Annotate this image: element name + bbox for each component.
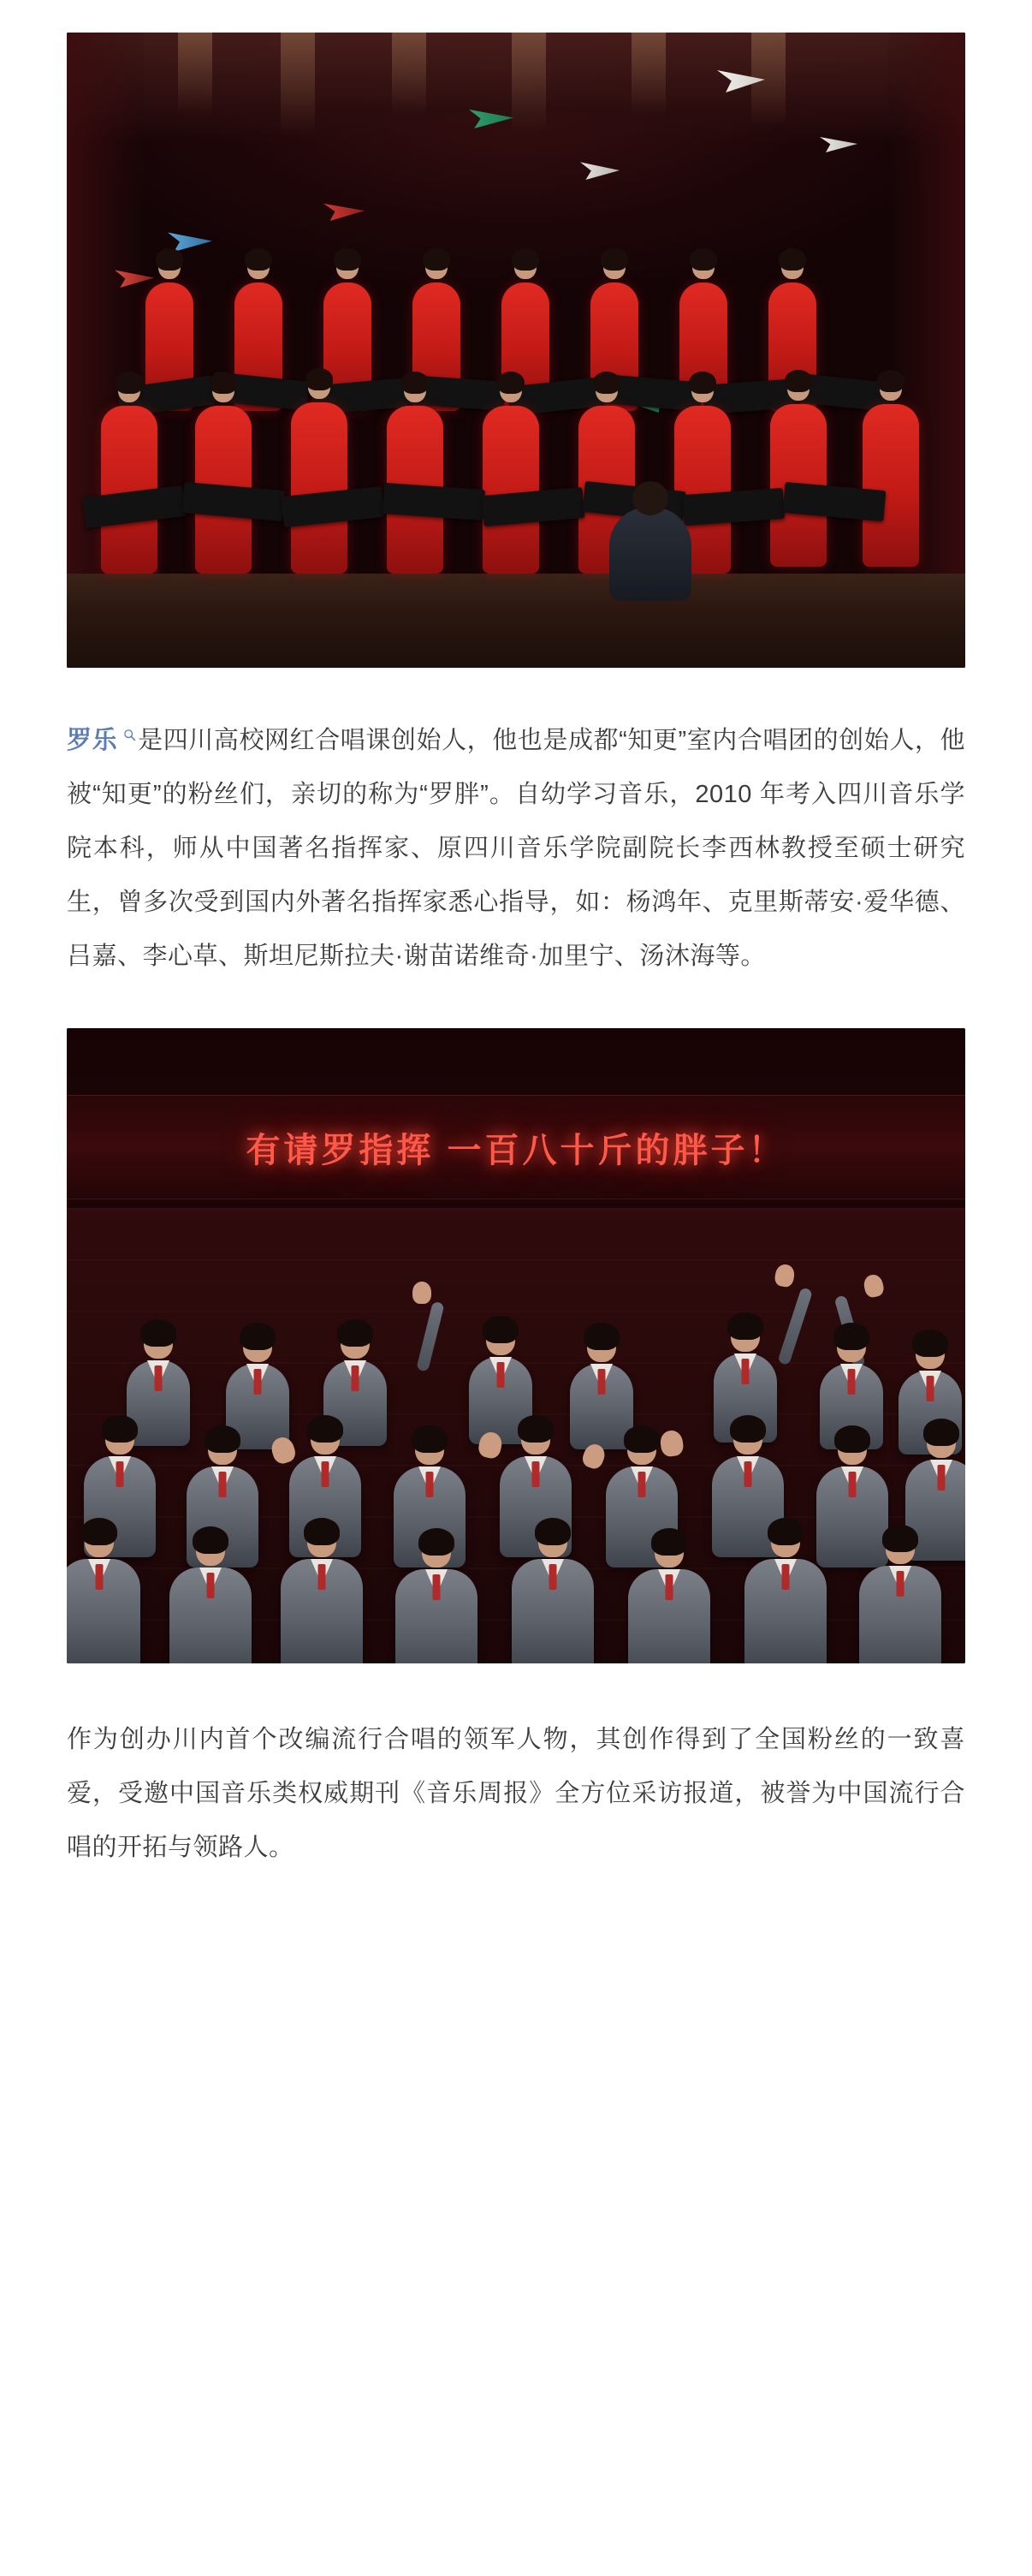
light-beam [281, 33, 315, 135]
person-name-text: 罗乐 [67, 727, 118, 754]
necktie [352, 1365, 359, 1391]
light-beam [178, 33, 212, 115]
paragraph-achievements [67, 1713, 965, 1875]
necktie [497, 1362, 505, 1388]
light-beam [392, 33, 426, 115]
choir-member [483, 406, 539, 574]
led-screen [67, 1095, 965, 1199]
audience-member [628, 1569, 710, 1663]
necktie [598, 1369, 606, 1395]
necktie [426, 1472, 434, 1497]
choir-member [291, 402, 347, 574]
concert-photo-led-banner [67, 1028, 965, 1663]
conductor [609, 507, 691, 601]
necktie [96, 1564, 104, 1590]
search-icon [123, 729, 136, 741]
audience-member [281, 1559, 363, 1663]
necktie [254, 1369, 262, 1395]
necktie [666, 1574, 673, 1600]
concert-photo-red-dresses [67, 33, 965, 668]
necktie [155, 1365, 163, 1391]
necktie [219, 1472, 227, 1497]
necktie [116, 1461, 124, 1487]
paragraph-biography-text: 是四川高校网红合唱课创始人，他也是成都“知更”室内合唱团的创始人，他被“知更”的粉丝们，亲切的称为“罗胖”。自幼学习音乐，2010 年考入四川音乐学院本科，师从中国著名指挥家、原四川音乐学院副院长李西林教授至硕士研究生，曾多次受到国内外著名指挥家悉心指导，如：杨鸿年、克里斯蒂安·爱华德、吕嘉、李心草、斯坦尼斯拉夫·谢苗诺维奇·加里宁、汤沐海等。 [67, 727, 965, 970]
audience-member [395, 1569, 477, 1663]
stage-curtain-right [888, 33, 965, 668]
necktie [433, 1574, 441, 1600]
necktie [849, 1472, 857, 1497]
necktie [897, 1571, 904, 1597]
light-beam [512, 33, 546, 132]
necktie [207, 1573, 215, 1598]
necktie [638, 1472, 646, 1497]
paragraph-biography [67, 714, 965, 984]
necktie [744, 1461, 752, 1487]
person-name-link[interactable] [67, 727, 138, 754]
necktie [848, 1369, 856, 1395]
paragraph-achievements-text: 作为创办川内首个改编流行合唱的领军人物，其创作得到了全国粉丝的一致喜爱，受邀中国音乐类权威期刊《音乐周报》全方位采访报道，被誉为中国流行合唱的开拓与领路人。 [67, 1726, 965, 1861]
necktie [322, 1461, 329, 1487]
audience-member [816, 1466, 888, 1568]
necktie [549, 1564, 557, 1590]
led-screen-text: 有请罗指挥 一百八十斤的胖子！ [246, 1131, 786, 1169]
audience-member [859, 1566, 941, 1663]
necktie [938, 1465, 946, 1490]
audience-member [169, 1568, 252, 1663]
choir-member [863, 404, 919, 567]
necktie [318, 1564, 326, 1590]
audience-member [67, 1559, 140, 1663]
light-beam [632, 33, 666, 115]
necktie [742, 1359, 750, 1384]
audience-member [744, 1559, 827, 1663]
necktie [782, 1564, 790, 1590]
necktie [927, 1376, 934, 1401]
necktie [532, 1461, 540, 1487]
hand [412, 1282, 431, 1304]
audience-member [512, 1559, 594, 1663]
stage-floor [67, 574, 965, 668]
